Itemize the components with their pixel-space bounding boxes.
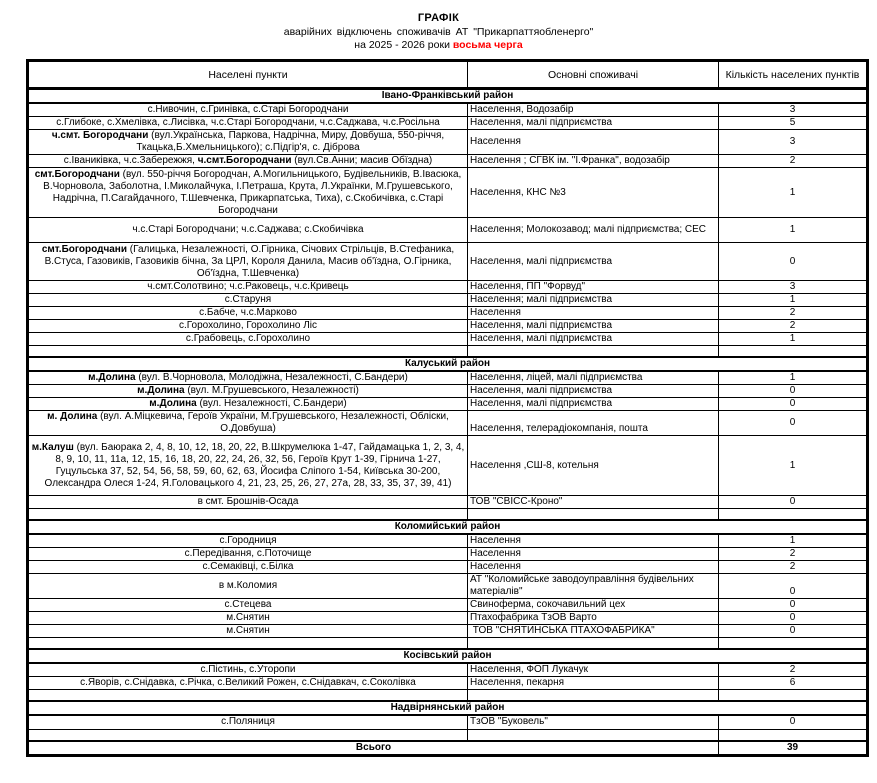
period-text: на 2025 - 2026 роки bbox=[354, 39, 453, 51]
count-cell: 0 bbox=[719, 612, 868, 625]
blank-cell bbox=[719, 346, 868, 358]
blank-row bbox=[28, 638, 868, 650]
table-row bbox=[28, 168, 868, 218]
blank-cell bbox=[28, 690, 468, 702]
consumers-cell: Населення, малі підприємства bbox=[468, 385, 719, 398]
blank-cell bbox=[468, 729, 719, 741]
places-cell: с.Горохолино, Горохолино Ліс bbox=[28, 320, 468, 333]
places-cell: м.Снятин bbox=[28, 612, 468, 625]
table-row bbox=[28, 663, 868, 677]
places-cell bbox=[28, 385, 468, 398]
blank-cell bbox=[719, 729, 868, 741]
blank-cell bbox=[28, 509, 468, 521]
table-row bbox=[28, 385, 868, 398]
settlement-bold: смт.Богородчани bbox=[41, 243, 127, 255]
places-cell: с.Поляниця bbox=[28, 715, 468, 729]
settlement-bold: смт.Богородчани bbox=[34, 168, 120, 180]
settlement-detail: (вул. Баюрака 2, 4, 8, 10, 12, 18, 20, 22, В.Шкрумелюка 1-47, Гайдамацька 1, 2, 3, 4, 8, 9, 10, 11, 11а, 12, 15, 16, 18, 20, 22, 24, 26, 32, 56, Героїв Крут 1-39, Гірнича 1-27, Гуцульська 37, 52, 54, 56, 58, 59, 60, 62, 63, Йосифа Сліпого 1-54, Київська 30-200, Олександра Олеся 1-24, Я.Головацького 4, 21, 23, 25, 26, 27, 27а, 28, 33, 35, 37, 39, 41) bbox=[44, 441, 465, 489]
consumers-cell: АТ "Коломийське заводоуправління будівельних матеріалів" bbox=[468, 574, 719, 599]
table-row bbox=[28, 574, 868, 599]
settlement-bold: ч.смт. Богородчани bbox=[51, 130, 149, 141]
places-cell bbox=[28, 130, 468, 155]
count-cell: 0 bbox=[719, 385, 868, 398]
settlement-detail: (вул. М.Грушевського, Незалежності) bbox=[184, 385, 359, 396]
blank-cell bbox=[28, 346, 468, 358]
consumers-cell: ТОВ "СНЯТИНСЬКА ПТАХОФАБРИКА" bbox=[468, 625, 719, 638]
count-cell: 0 bbox=[719, 411, 868, 436]
district-header bbox=[28, 649, 868, 663]
table-row bbox=[28, 411, 868, 436]
places-cell bbox=[28, 243, 468, 281]
table-row bbox=[28, 548, 868, 561]
table-row bbox=[28, 561, 868, 574]
places-cell bbox=[28, 371, 468, 385]
places-cell: с.Стецева bbox=[28, 599, 468, 612]
count-cell: 1 bbox=[719, 534, 868, 548]
table-row bbox=[28, 294, 868, 307]
table-row bbox=[28, 281, 868, 294]
table-row bbox=[28, 307, 868, 320]
document-title-block bbox=[0, 12, 877, 52]
consumers-cell: Населення bbox=[468, 548, 719, 561]
settlement-bold: м.Калуш bbox=[31, 441, 74, 453]
document-title: ГРАФІК bbox=[417, 12, 460, 24]
places-cell: с.Передівання, с.Поточище bbox=[28, 548, 468, 561]
count-cell: 2 bbox=[719, 548, 868, 561]
header-places: Населені пункти bbox=[28, 61, 468, 89]
blank-cell bbox=[719, 509, 868, 521]
consumers-cell: Населення, телерадіокомпанія, пошта bbox=[468, 411, 719, 436]
settlement-detail: (вул. Незалежності, С.Бандери) bbox=[196, 398, 347, 409]
district-name: Калуський район bbox=[28, 357, 868, 371]
count-cell: 0 bbox=[719, 243, 868, 281]
count-cell: 2 bbox=[719, 320, 868, 333]
document-subtitle: аварійних відключень споживачів АТ "Прикарпаттяобленерго" bbox=[283, 26, 594, 38]
table-row bbox=[28, 155, 868, 168]
blank-row bbox=[28, 690, 868, 702]
table-row bbox=[28, 677, 868, 690]
consumers-cell: Населення, малі підприємства bbox=[468, 320, 719, 333]
places-cell bbox=[28, 155, 468, 168]
settlement-bold: м.Долина bbox=[149, 398, 197, 409]
places-cell: с.Городниця bbox=[28, 534, 468, 548]
blank-row bbox=[28, 346, 868, 358]
blank-cell bbox=[28, 729, 468, 741]
count-cell: 5 bbox=[719, 117, 868, 130]
places-cell: в м.Коломия bbox=[28, 574, 468, 599]
settlement-detail: (вул. А.Міцкевича, Героїв України, М.Грушевського, Незалежності, Обліски, О.Довбуша) bbox=[97, 411, 449, 434]
places-cell: с.Семаківці, с.Білка bbox=[28, 561, 468, 574]
count-cell: 2 bbox=[719, 155, 868, 168]
count-cell: 0 bbox=[719, 398, 868, 411]
settlement-detail: (вул.Українська, Паркова, Надрічна, Миру, Довбуша, 550-річчя, Ткацька,Б.Хмельницького); с.Підгір'я, с. Діброва bbox=[136, 130, 445, 153]
consumers-cell: Птахофабрика ТзОВ Варто bbox=[468, 612, 719, 625]
consumers-cell: Населення, Водозабір bbox=[468, 103, 719, 117]
table-row bbox=[28, 103, 868, 117]
places-cell bbox=[28, 411, 468, 436]
count-cell: 3 bbox=[719, 103, 868, 117]
district-header bbox=[28, 520, 868, 534]
table-row bbox=[28, 534, 868, 548]
consumers-cell: Населення ; СГВК ім. "І.Франка", водозабір bbox=[468, 155, 719, 168]
count-cell: 1 bbox=[719, 436, 868, 496]
outage-schedule-table bbox=[26, 59, 869, 757]
consumers-cell: Населення; Молокозавод; малі підприємства; СЕС bbox=[468, 218, 719, 243]
count-cell: 0 bbox=[719, 715, 868, 729]
blank-cell bbox=[719, 638, 868, 650]
table-row bbox=[28, 333, 868, 346]
settlement-detail: (вул. В.Чорновола, Молодіжна, Незалежності, С.Бандери) bbox=[135, 372, 408, 383]
consumers-cell: Населення, ліцей, малі підприємства bbox=[468, 371, 719, 385]
count-cell: 3 bbox=[719, 281, 868, 294]
district-header bbox=[28, 701, 868, 715]
table-row bbox=[28, 371, 868, 385]
count-cell: 3 bbox=[719, 130, 868, 155]
consumers-cell: Населення, малі підприємства bbox=[468, 243, 719, 281]
queue-label: восьма черга bbox=[452, 39, 523, 51]
places-cell: ч.смт.Солотвино; ч.с.Раковець, ч.с.Кривець bbox=[28, 281, 468, 294]
table-row bbox=[28, 130, 868, 155]
places-cell bbox=[28, 398, 468, 411]
district-header bbox=[28, 89, 868, 104]
table-header-row bbox=[28, 61, 868, 89]
settlement-bold: м.Долина bbox=[137, 385, 185, 396]
table-row bbox=[28, 625, 868, 638]
total-row bbox=[28, 741, 868, 756]
table-row bbox=[28, 436, 868, 496]
blank-cell bbox=[468, 509, 719, 521]
consumers-cell: Населення ,СШ-8, котельня bbox=[468, 436, 719, 496]
blank-cell bbox=[468, 690, 719, 702]
blank-row bbox=[28, 509, 868, 521]
count-cell: 0 bbox=[719, 625, 868, 638]
count-cell: 0 bbox=[719, 496, 868, 509]
blank-cell bbox=[468, 638, 719, 650]
header-consumers: Основні споживачі bbox=[468, 61, 719, 89]
table-row bbox=[28, 715, 868, 729]
consumers-cell: Населення bbox=[468, 561, 719, 574]
settlement-bold: м.Долина bbox=[88, 372, 136, 383]
consumers-cell: Населення, ФОП Лукачук bbox=[468, 663, 719, 677]
total-label: Всього bbox=[28, 741, 719, 756]
district-header bbox=[28, 357, 868, 371]
blank-cell bbox=[28, 638, 468, 650]
settlement-prefix: с.Іваниківка, ч.с.Забережжя, bbox=[63, 155, 198, 166]
places-cell: в смт. Брошнів-Осада bbox=[28, 496, 468, 509]
district-name: Коломийський район bbox=[28, 520, 868, 534]
count-cell: 2 bbox=[719, 663, 868, 677]
table-row bbox=[28, 218, 868, 243]
consumers-cell: Населення, КНС №3 bbox=[468, 168, 719, 218]
places-cell: ч.с.Старі Богородчани; ч.с.Саджава; с.Скобичівка bbox=[28, 218, 468, 243]
settlement-detail: (вул.Св.Анни; масив Обїздна) bbox=[291, 155, 433, 166]
table-row bbox=[28, 599, 868, 612]
places-cell: с.Пістинь, с.Уторопи bbox=[28, 663, 468, 677]
document-period bbox=[0, 39, 877, 52]
consumers-cell: Населення bbox=[468, 307, 719, 320]
consumers-cell: Свиноферма, сокочавильний цех bbox=[468, 599, 719, 612]
count-cell: 1 bbox=[719, 218, 868, 243]
places-cell bbox=[28, 168, 468, 218]
consumers-cell: ТзОВ "Буковель" bbox=[468, 715, 719, 729]
places-cell: с.Глибоке, с.Хмелівка, с.Лисівка, ч.с.Старі Богородчани, ч.с.Саджава, ч.с.Росільна bbox=[28, 117, 468, 130]
consumers-cell: Населення, ПП "Форвуд" bbox=[468, 281, 719, 294]
places-cell: с.Старуня bbox=[28, 294, 468, 307]
consumers-cell: Населення, малі підприємства bbox=[468, 398, 719, 411]
table-row bbox=[28, 117, 868, 130]
district-name: Косівський район bbox=[28, 649, 868, 663]
places-cell: с.Бабче, ч.с.Марково bbox=[28, 307, 468, 320]
blank-row bbox=[28, 729, 868, 741]
count-cell: 0 bbox=[719, 599, 868, 612]
header-count: Кількість населених пунктів bbox=[719, 61, 868, 89]
blank-cell bbox=[719, 690, 868, 702]
consumers-cell: Населення bbox=[468, 534, 719, 548]
consumers-cell: Населення bbox=[468, 130, 719, 155]
places-cell: с.Грабовець, с.Горохолино bbox=[28, 333, 468, 346]
settlement-detail: (вул. 550-річчя Богородчан, А.Могильницького, Будівельників, В.Івасюка, В.Чорновола, Заболотна, І.Миколайчука, І.Петраша, Крута, Л.Українки, М.Грушевського, Надрічна, П.Сагайдачного, Т.Шевченка, Прикарпатська, Тиха), с.Скобичівка, с.Старі Богородчани bbox=[43, 168, 462, 216]
settlement-bold: м. Долина bbox=[47, 411, 98, 422]
consumers-cell: Населення, малі підприємства bbox=[468, 333, 719, 346]
table-row bbox=[28, 243, 868, 281]
blank-cell bbox=[468, 346, 719, 358]
district-name: Надвірнянський район bbox=[28, 701, 868, 715]
count-cell: 2 bbox=[719, 561, 868, 574]
count-cell: 2 bbox=[719, 307, 868, 320]
count-cell: 1 bbox=[719, 294, 868, 307]
count-cell: 1 bbox=[719, 168, 868, 218]
table-row bbox=[28, 398, 868, 411]
settlement-detail: (Галицька, Незалежності, О.Гірника, Січових Стрільців, В.Стефаника, В.Стуса, Газовиків, Газовиків бічна, За ЦРЛ, Короля Данила, Масив об'їздна, О.Гірника, Об'їздна, Т.Шевченка) bbox=[44, 243, 455, 279]
settlement-bold: ч.смт.Богородчани bbox=[197, 155, 292, 166]
places-cell: м.Снятин bbox=[28, 625, 468, 638]
places-cell: с.Яворів, с.Снідавка, с.Річка, с.Великий Рожен, с.Снідавкач, с.Соколівка bbox=[28, 677, 468, 690]
consumers-cell: Населення; малі підприємства bbox=[468, 294, 719, 307]
count-cell: 1 bbox=[719, 333, 868, 346]
places-cell: с.Нивочин, с.Гринівка, с.Старі Богородчани bbox=[28, 103, 468, 117]
count-cell: 6 bbox=[719, 677, 868, 690]
consumers-cell: Населення, малі підприємства bbox=[468, 117, 719, 130]
consumers-cell: Населення, пекарня bbox=[468, 677, 719, 690]
table-row bbox=[28, 320, 868, 333]
consumers-cell: ТОВ "СВІСС-Кроно" bbox=[468, 496, 719, 509]
total-count: 39 bbox=[719, 741, 868, 756]
table-row bbox=[28, 612, 868, 625]
places-cell bbox=[28, 436, 468, 496]
count-cell: 0 bbox=[719, 574, 868, 599]
district-name: Івано-Франківський район bbox=[28, 89, 868, 104]
table-row bbox=[28, 496, 868, 509]
count-cell: 1 bbox=[719, 371, 868, 385]
